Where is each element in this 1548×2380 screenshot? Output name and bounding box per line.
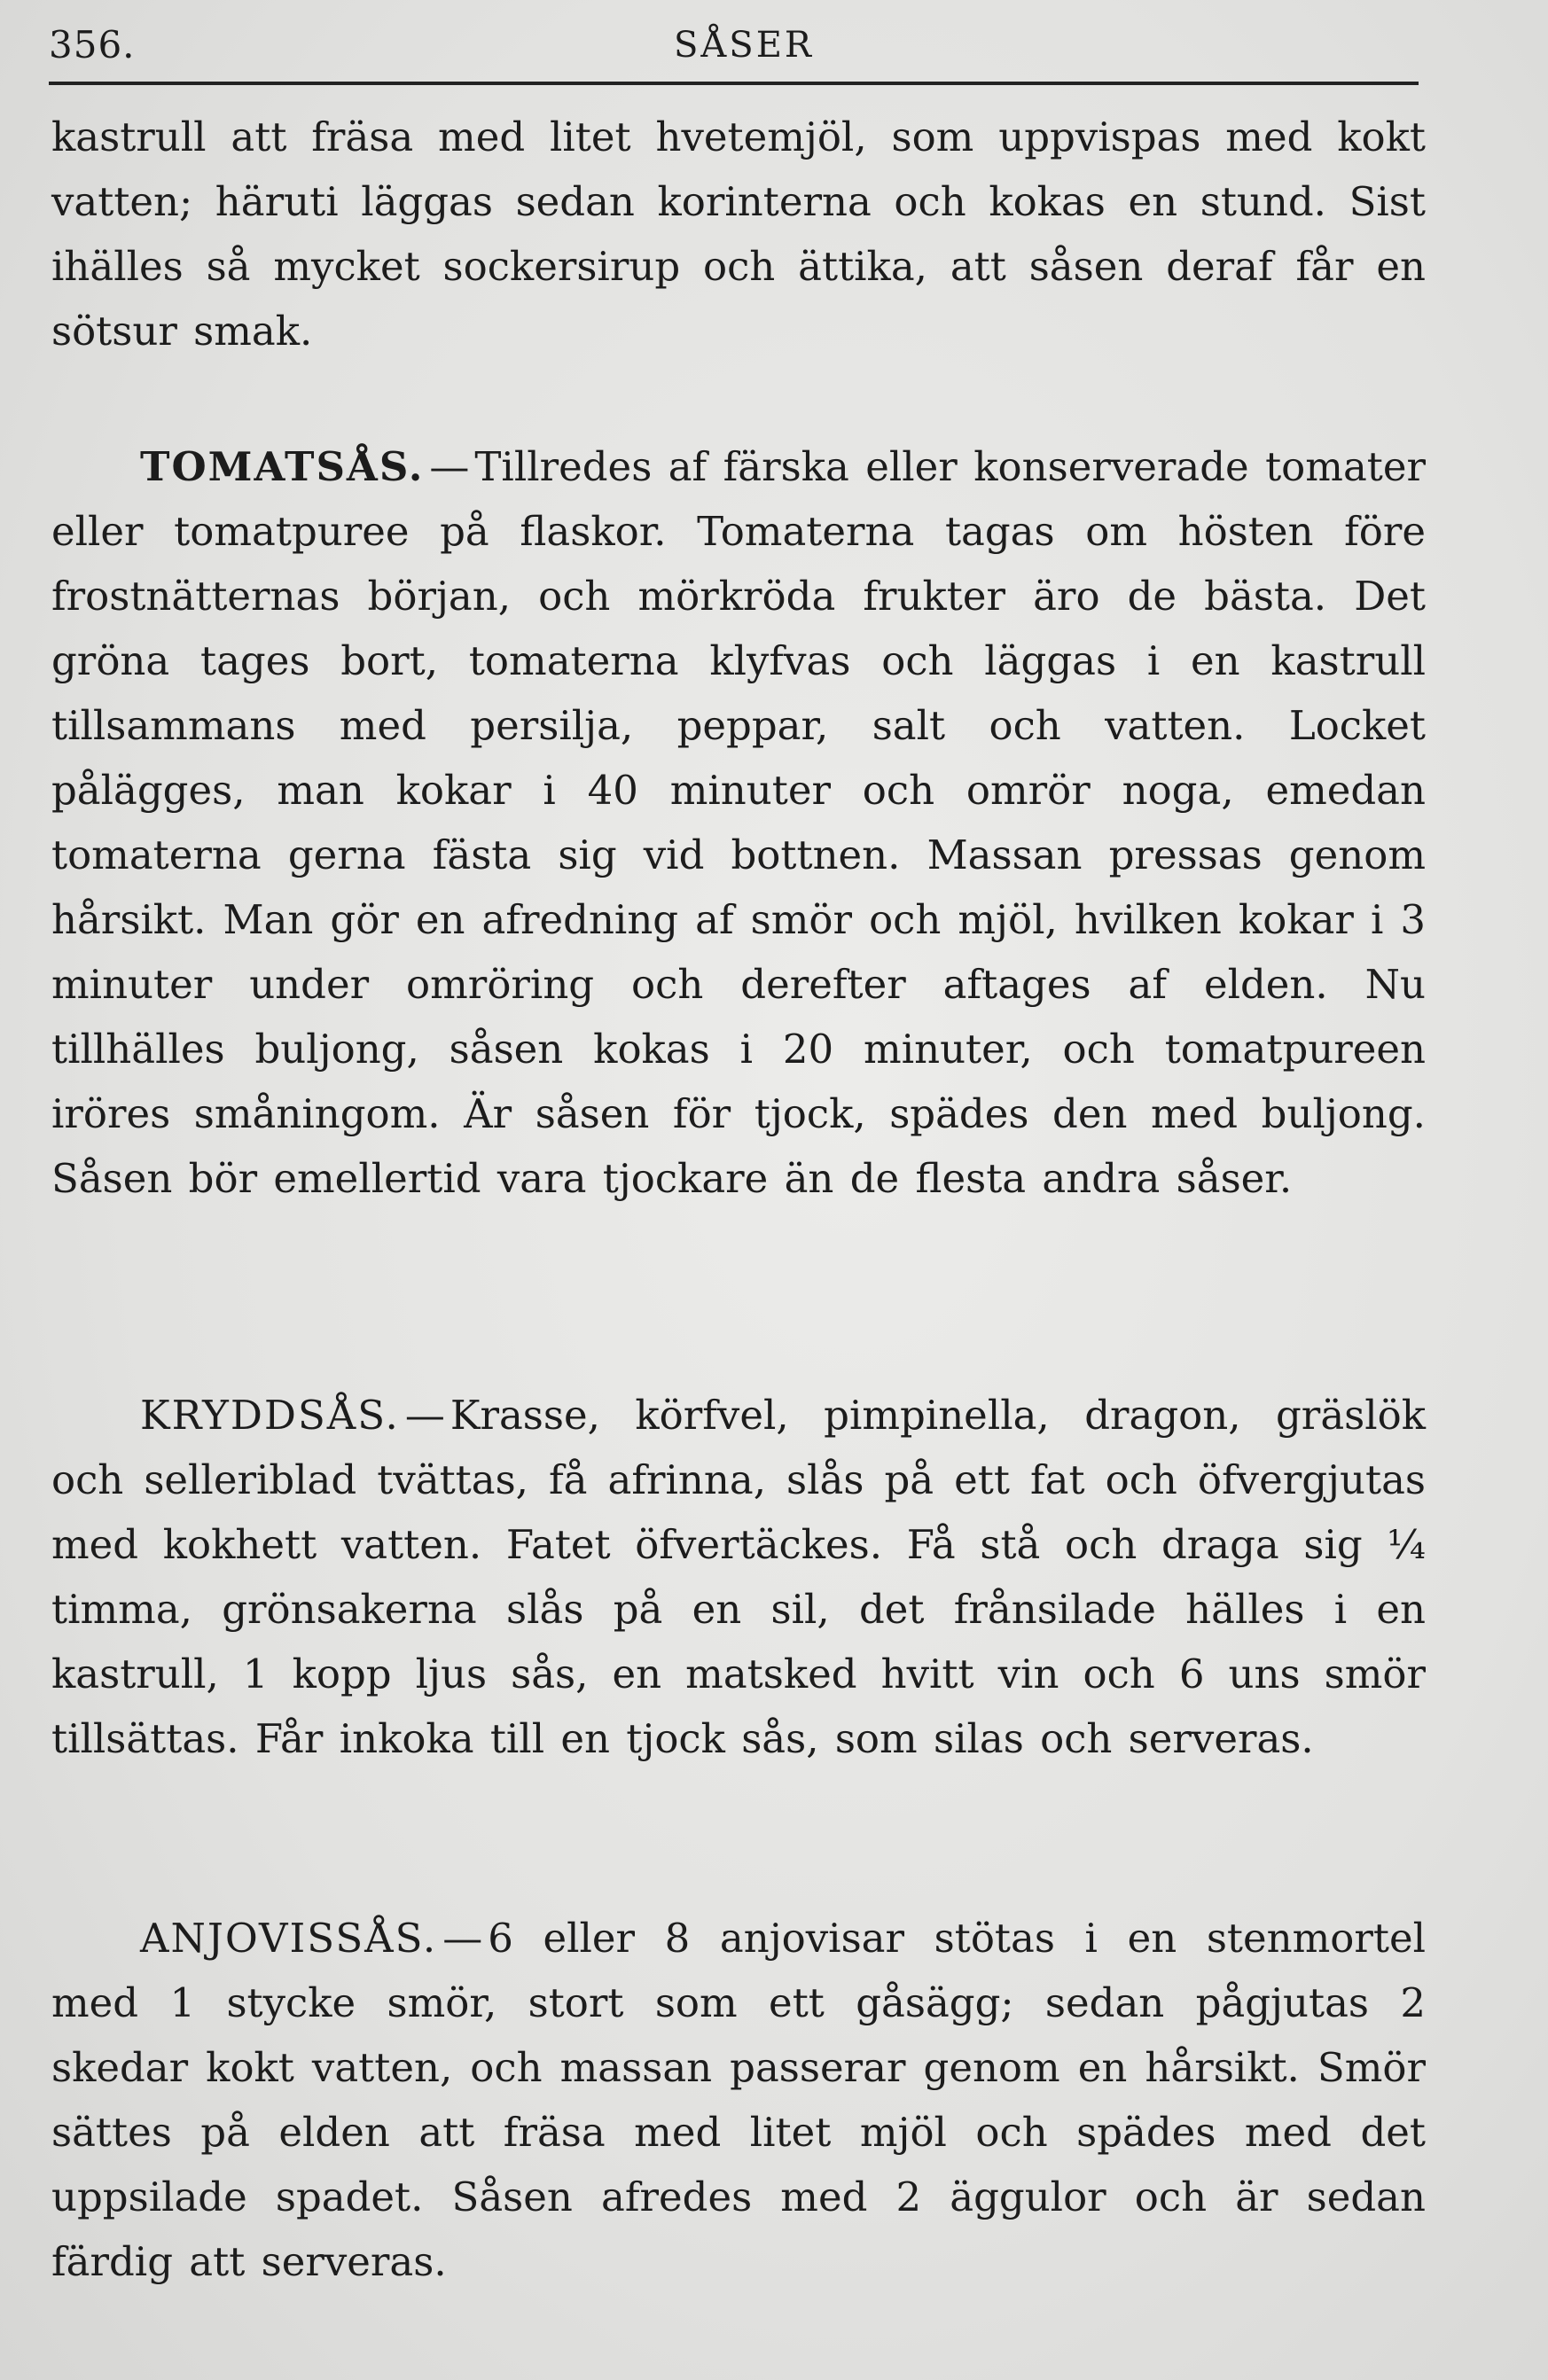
recipe-title-kryddsas: KRYDDSÅS. [140,1392,400,1439]
recipe-title-anjovissas: ANJOVISSÅS. [140,1915,438,1962]
em-dash: — [404,1392,445,1439]
recipe-body-anjovissas: 6 eller 8 anjovisar stötas i en stenmortel med 1 stycke smör, stort som ett gåsägg; sedan pågjutas 2 skedar kokt vatten, och massan passerar genom en hårsikt. Smör sättes på elden att fräsa med litet mjöl och spädes med det uppsilade spadet. Såsen afredes med 2 äggulor och är sedan färdig att serveras. [51,1915,1426,2285]
recipe-title-tomatsas: TOMATSÅS. [140,443,425,490]
page-number: 356. [49,23,136,66]
em-dash: — [442,1915,483,1962]
em-dash: — [429,443,470,490]
recipe-body-tomatsas: Tillredes af färska eller konserverade tomater eller tomatpuree på flaskor. Tomaterna tagas om hösten före frostnätternas början, och mörkröda frukter äro de bästa. Det gröna tages bort, tomaterna klyfvas och läggas i en kastrull tillsammans med persilja, peppar, salt och vatten. Locket pålägges, man kokar i 40 minuter och omrör noga, emedan tomaterna gerna fästa sig vid bottnen. Massan pressas genom hårsikt. Man gör en afredning af smör och mjöl, hvilken kokar i 3 minuter under omröring och derefter aftages af elden. Nu tillhälles buljong, såsen kokas i 20 minuter, och tomatpureen iröres småningom. Är såsen för tjock, spädes den med buljong. Såsen bör emellertid vara tjockare än de flesta andra såser. [51,443,1426,1202]
recipe-body-kryddsas: Krasse, körfvel, pimpinella, dragon, gräslök och selleriblad tvättas, få afrinna, slås på ett fat och öfvergjutas med kokhett vatten. Fatet öfvertäckes. Få stå och draga sig ¼ timma, grönsakerna slås på en sil, det frånsilade hälles i en kastrull, 1 kopp ljus sås, en matsked hvitt vin och 6 uns smör tillsättas. Får inkoka till en tjock sås, som silas och serveras. [51,1392,1426,1762]
recipe-tomatsas [51,434,1426,1211]
recipe-kryddsas [51,1383,1426,1771]
paragraph-continued [51,105,1426,363]
page-header [49,16,1419,78]
header-rule [49,82,1419,85]
recipe-anjovissas [51,1906,1426,2294]
paragraph-continued-text: kastrull att fräsa med litet hvetemjöl, som uppvispas med kokt vatten; häruti läggas sedan korinterna och kokas en stund. Sist ihälles så mycket sockersirup och ättika, att såsen deraf får en sötsur smak. [51,113,1426,355]
running-head: SÅSER [674,25,815,66]
